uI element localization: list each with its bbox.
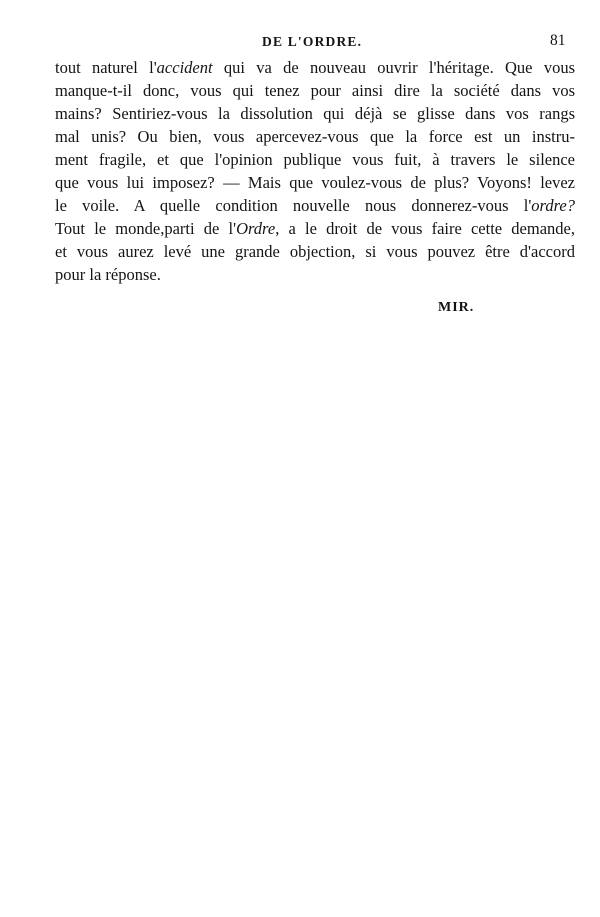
running-head: DE L'ORDRE.: [262, 34, 363, 49]
text-line: [55, 171, 575, 194]
italic-text: accident: [156, 58, 213, 77]
text-segment: qui va de nouveau ouvrir l'héritage. Que vous: [212, 58, 575, 77]
text-line: [55, 217, 575, 240]
italic-text: ordre?: [531, 196, 575, 215]
text-line: [55, 79, 575, 102]
text-line: [55, 102, 575, 125]
page-number: 81: [550, 32, 566, 49]
text-segment: tout naturel l': [55, 58, 157, 77]
text-segment: pour la réponse.: [55, 265, 161, 284]
text-segment: mal unis? Ou bien, vous apercevez-vous que la force est un instru-: [55, 127, 575, 146]
text-line: [55, 194, 575, 217]
text-line: [55, 263, 575, 286]
text-segment: que vous lui imposez? — Mais que voulez-vous de plus? Voyons! levez: [55, 173, 575, 192]
signature: MIR.: [438, 300, 475, 315]
text-segment: Tout le monde,parti de l': [55, 219, 237, 238]
text-segment: et vous aurez levé une grande objection, si vous pouvez être d'accord: [55, 242, 575, 261]
text-segment: , a le droit de vous faire cette demande,: [275, 219, 575, 238]
text-line: [55, 56, 575, 79]
text-segment: ment fragile, et que l'opinion publique vous fuit, à travers le silence: [55, 150, 575, 169]
text-line: [55, 240, 575, 263]
body-text: [55, 56, 575, 286]
text-segment: mains? Sentiriez-vous la dissolution qui déjà se glisse dans vos rangs: [55, 104, 575, 123]
italic-text: Ordre: [236, 219, 276, 238]
text-line: [55, 148, 575, 171]
text-line: [55, 125, 575, 148]
text-segment: le voile. A quelle condition nouvelle nous donnerez-vous l': [55, 196, 532, 215]
text-segment: manque-t-il donc, vous qui tenez pour ainsi dire la société dans vos: [55, 81, 575, 100]
